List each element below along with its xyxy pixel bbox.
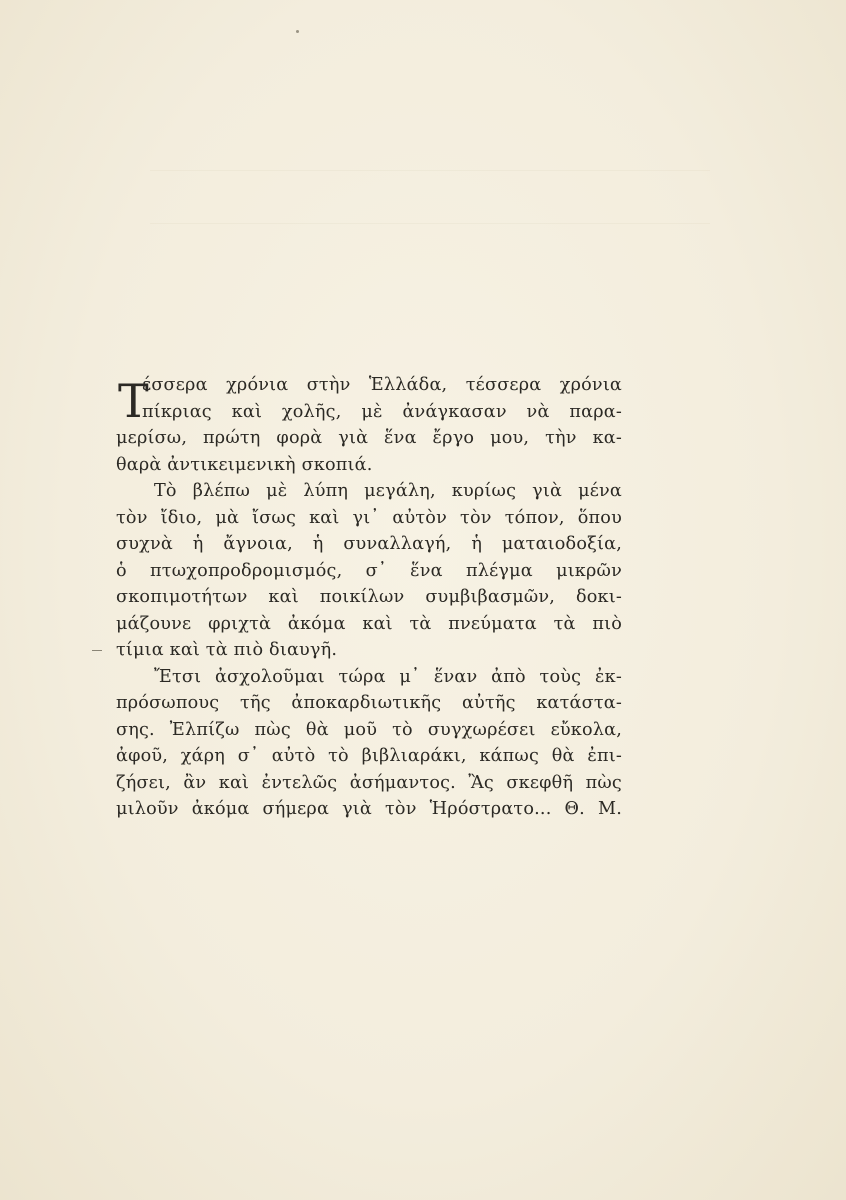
text-line: μερίσω, πρώτη φορὰ γιὰ ἕνα ἔργο μου, τὴν κα-	[116, 428, 622, 448]
text-line: θαρὰ ἀντικειμενικὴ σκοπιά.	[116, 454, 373, 475]
text-line: συχνὰ ἡ ἄγνοια, ἡ συναλλαγή, ἡ ματαιοδοξία,	[116, 534, 622, 554]
text-line: τὸν ἴδιο, μὰ ἴσως καὶ γι᾽ αὐτὸν τὸν τόπον, ὅπου	[116, 507, 622, 528]
faded-heading-bleedthrough	[150, 170, 710, 224]
text-line: Τὸ βλέπω μὲ λύπη μεγάλη, κυρίως γιὰ μένα	[154, 481, 622, 501]
preface-text	[116, 372, 622, 823]
text-line: πίκριας καὶ χολῆς, μὲ ἀνάγκασαν νὰ παρα-	[142, 401, 622, 422]
text-line: πρόσωπους τῆς ἀποκαρδιωτικῆς αὐτῆς κατάστα-	[116, 693, 622, 713]
text-line: Ἔτσι ἀσχολοῦμαι τώρα μ᾽ ἕναν ἀπὸ τοὺς ἐκ-	[154, 666, 622, 687]
text-line: ζήσει, ἂν καὶ ἐντελῶς ἀσήμαντος. Ἂς σκεφθῆ πὼς	[116, 772, 622, 793]
page-speck	[296, 30, 299, 33]
text-line: τίμια καὶ τὰ πιὸ διαυγῆ.	[116, 640, 338, 660]
text-line: ἀφοῦ, χάρη σ᾽ αὐτὸ τὸ βιβλιαράκι, κάπως θὰ ἐπι-	[116, 746, 622, 766]
text-line: σης. Ἐλπίζω πὼς θὰ μοῦ τὸ συγχωρέσει εὔκολα,	[116, 719, 622, 740]
text-line: σκοπιμοτήτων καὶ ποικίλων συμβιβασμῶν, δοκι-	[116, 587, 622, 607]
text-line: μιλοῦν ἀκόμα σήμερα γιὰ τὸν Ἡρόστρατο... Θ. Μ.	[116, 799, 622, 819]
margin-mark	[92, 650, 102, 651]
text-line: μάζουνε φριχτὰ ἀκόμα καὶ τὰ πνεύματα τὰ πιὸ	[116, 613, 622, 634]
drop-cap: Τ	[118, 374, 149, 428]
line-text: έσσερα χρόνια στὴν Ἑλλάδα, τέσσερα χρόνια	[142, 375, 622, 395]
text-line: ὁ πτωχοπροδρομισμός, σ᾽ ἕνα πλέγμα μικρῶν	[116, 560, 622, 581]
